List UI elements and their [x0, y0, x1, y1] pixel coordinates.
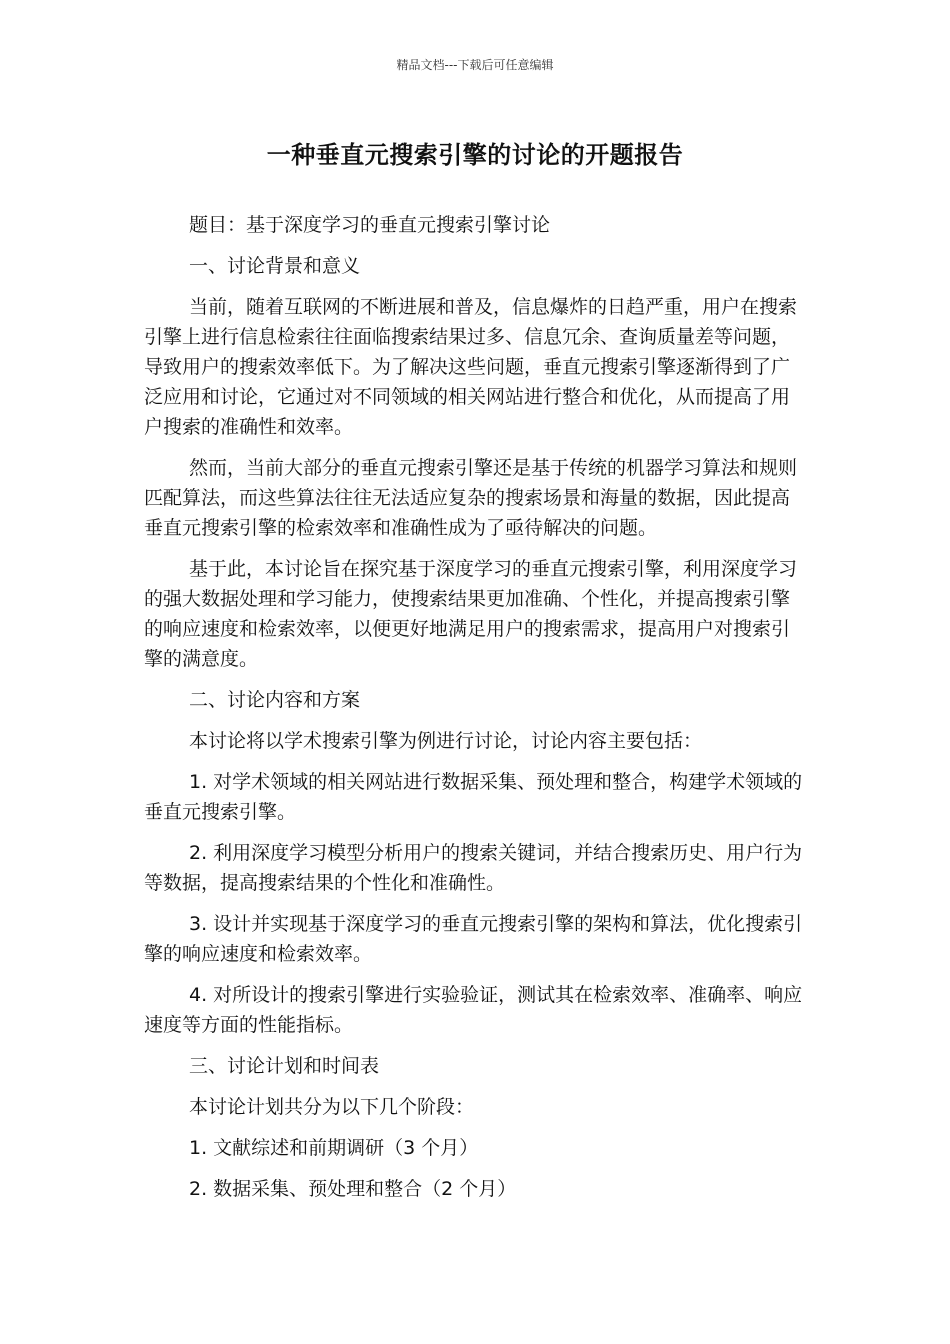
- section-heading-content: 二、讨论内容和方案: [189, 689, 361, 711]
- paragraph-background-1: 当前，随着互联网的不断进展和普及，信息爆炸的日趋严重，用户在搜索引擎上进行信息检索往往面临搜索结果过多、信息冗余、查询质量差等问题，导致用户的搜索效率低下。为了解决这些问题，垂直元搜索引擎逐渐得到了广泛应用和讨论，它通过对不同领域的相关网站进行整合和优化，从而提高了用户搜索的准确性和效率。: [144, 296, 798, 438]
- paragraph-topic: 题目：基于深度学习的垂直元搜索引擎讨论: [189, 214, 551, 236]
- document-title: 一种垂直元搜索引擎的讨论的开题报告: [266, 141, 684, 169]
- list-item-plan-1: 1. 文献综述和前期调研（3 个月）: [189, 1137, 479, 1159]
- page-header-note: 精品文档---下载后可任意编辑: [396, 58, 554, 72]
- list-item-plan-2: 2. 数据采集、预处理和整合（2 个月）: [189, 1178, 517, 1200]
- section-heading-plan: 三、讨论计划和时间表: [189, 1055, 380, 1077]
- paragraph-background-2: 然而，当前大部分的垂直元搜索引擎还是基于传统的机器学习算法和规则匹配算法，而这些算法往往无法适应复杂的搜索场景和海量的数据，因此提高垂直元搜索引擎的检索效率和准确性成为了亟待解决的问题。: [144, 457, 798, 539]
- document-body: [144, 210, 808, 1215]
- paragraph-content-intro: 本讨论将以学术搜索引擎为例进行讨论，讨论内容主要包括：: [189, 730, 703, 752]
- list-item-content-3: 3. 设计并实现基于深度学习的垂直元搜索引擎的架构和算法，优化搜索引擎的响应速度和检索效率。: [144, 913, 803, 965]
- list-item-content-2: 2. 利用深度学习模型分析用户的搜索关键词，并结合搜索历史、用户行为等数据，提高搜索结果的个性化和准确性。: [144, 842, 803, 894]
- list-item-content-1: 1. 对学术领域的相关网站进行数据采集、预处理和整合，构建学术领域的垂直元搜索引擎。: [144, 771, 803, 823]
- paragraph-background-3: 基于此，本讨论旨在探究基于深度学习的垂直元搜索引擎，利用深度学习的强大数据处理和学习能力，使搜索结果更加准确、个性化，并提高搜索引擎的响应速度和检索效率，以便更好地满足用户的搜索需求，提高用户对搜索引擎的满意度。: [144, 558, 798, 670]
- section-heading-background: 一、讨论背景和意义: [189, 255, 361, 277]
- list-item-content-4: 4. 对所设计的搜索引擎进行实验验证，测试其在检索效率、准确率、响应速度等方面的性能指标。: [144, 984, 803, 1036]
- paragraph-plan-intro: 本讨论计划共分为以下几个阶段：: [189, 1096, 475, 1118]
